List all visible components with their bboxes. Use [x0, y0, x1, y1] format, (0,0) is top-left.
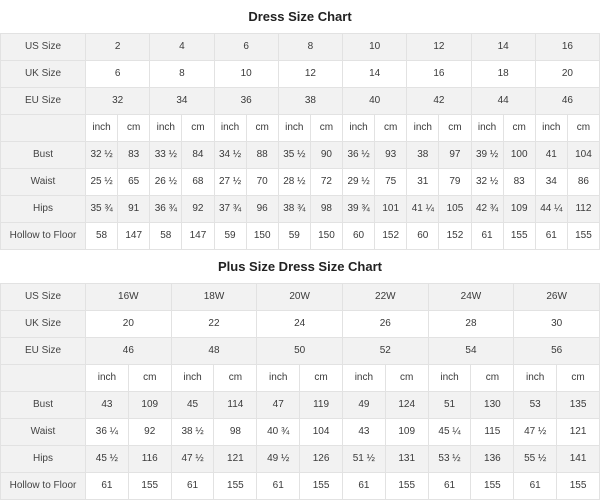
row-label: Bust: [1, 392, 86, 419]
table-cell: 34: [150, 88, 214, 115]
row-label: US Size: [1, 284, 86, 311]
table-cell: cm: [471, 365, 514, 392]
table-cell: 105: [439, 196, 471, 223]
table-cell: 36 ¾: [150, 196, 182, 223]
table-cell: inch: [535, 115, 567, 142]
table-cell: 52: [342, 338, 428, 365]
table-cell: inch: [514, 365, 557, 392]
table-cell: 50: [257, 338, 343, 365]
table-cell: 45 ½: [86, 446, 129, 473]
table-cell: 155: [567, 223, 599, 250]
table-cell: 22: [171, 311, 257, 338]
table-row: [1, 311, 600, 338]
table-cell: 150: [246, 223, 278, 250]
table-row: [1, 61, 600, 88]
table-cell: inch: [171, 365, 214, 392]
table-cell: 68: [182, 169, 214, 196]
table-cell: 36 ½: [343, 142, 375, 169]
table-cell: 28: [428, 311, 514, 338]
table-cell: 25 ½: [86, 169, 118, 196]
table-cell: 43: [86, 392, 129, 419]
table-cell: inch: [214, 115, 246, 142]
table-cell: 91: [118, 196, 150, 223]
table-cell: 28 ½: [278, 169, 310, 196]
table-cell: 26W: [514, 284, 600, 311]
table-cell: 97: [439, 142, 471, 169]
table-cell: 150: [310, 223, 342, 250]
table-cell: 48: [171, 338, 257, 365]
table-cell: 8: [278, 34, 342, 61]
table-cell: 61: [86, 473, 129, 500]
table-row: [1, 473, 600, 500]
table-cell: 24: [257, 311, 343, 338]
table-cell: 155: [503, 223, 535, 250]
table-cell: cm: [214, 365, 257, 392]
table-cell: 44: [471, 88, 535, 115]
dress-size-chart-table: [0, 33, 600, 250]
table-cell: 53: [514, 392, 557, 419]
table-cell: cm: [439, 115, 471, 142]
table-cell: 47 ½: [171, 446, 214, 473]
table-cell: 75: [375, 169, 407, 196]
table-cell: inch: [407, 115, 439, 142]
table-cell: 55 ½: [514, 446, 557, 473]
table-cell: 18W: [171, 284, 257, 311]
table-cell: 86: [567, 169, 599, 196]
table-cell: 54: [428, 338, 514, 365]
table-cell: 16: [535, 34, 599, 61]
table-cell: 93: [375, 142, 407, 169]
table-cell: 27 ½: [214, 169, 246, 196]
table-cell: 124: [385, 392, 428, 419]
table-cell: 20W: [257, 284, 343, 311]
table-cell: cm: [128, 365, 171, 392]
table-cell: 36 ¼: [86, 419, 129, 446]
table-row: [1, 196, 600, 223]
table-cell: 79: [439, 169, 471, 196]
table-cell: 58: [86, 223, 118, 250]
table-cell: 8: [150, 61, 214, 88]
table-cell: cm: [310, 115, 342, 142]
table-cell: 155: [214, 473, 257, 500]
table-cell: 49 ½: [257, 446, 300, 473]
table-cell: 101: [375, 196, 407, 223]
table-cell: 32 ½: [86, 142, 118, 169]
table-cell: 92: [128, 419, 171, 446]
table-cell: 39 ¾: [343, 196, 375, 223]
table-cell: 20: [535, 61, 599, 88]
table-cell: 121: [557, 419, 600, 446]
table-cell: 109: [503, 196, 535, 223]
table-row: [1, 446, 600, 473]
table-cell: 47: [257, 392, 300, 419]
table-cell: 35 ½: [278, 142, 310, 169]
table-row: [1, 115, 600, 142]
row-label: Hollow to Floor: [1, 473, 86, 500]
plus-size-dress-chart-table: [0, 283, 600, 500]
table-cell: inch: [257, 365, 300, 392]
table-cell: 155: [128, 473, 171, 500]
table-cell: 104: [300, 419, 343, 446]
table-cell: 58: [150, 223, 182, 250]
table-cell: 12: [278, 61, 342, 88]
row-label: Hips: [1, 196, 86, 223]
table-cell: 16W: [86, 284, 172, 311]
table-row: [1, 142, 600, 169]
table-cell: inch: [471, 115, 503, 142]
table-cell: 26: [342, 311, 428, 338]
table-cell: 38 ¾: [278, 196, 310, 223]
table-cell: cm: [567, 115, 599, 142]
table-cell: 61: [342, 473, 385, 500]
table-cell: 6: [214, 34, 278, 61]
table-cell: 18: [471, 61, 535, 88]
table-cell: 51: [428, 392, 471, 419]
table-cell: cm: [246, 115, 278, 142]
table-cell: 112: [567, 196, 599, 223]
table-cell: 92: [182, 196, 214, 223]
table-cell: inch: [278, 115, 310, 142]
table-cell: 109: [385, 419, 428, 446]
plus-size-dress-chart-title: Plus Size Dress Size Chart: [0, 250, 600, 283]
table-cell: cm: [118, 115, 150, 142]
table-cell: 29 ½: [343, 169, 375, 196]
row-label: Hips: [1, 446, 86, 473]
row-label: EU Size: [1, 338, 86, 365]
row-label: US Size: [1, 34, 86, 61]
plus-size-dress-chart-body: [1, 284, 600, 500]
table-cell: 56: [514, 338, 600, 365]
table-cell: 2: [86, 34, 150, 61]
table-row: [1, 392, 600, 419]
table-cell: cm: [385, 365, 428, 392]
table-cell: 90: [310, 142, 342, 169]
row-label: Waist: [1, 169, 86, 196]
table-row: [1, 284, 600, 311]
table-cell: inch: [428, 365, 471, 392]
table-cell: 12: [407, 34, 471, 61]
table-cell: 104: [567, 142, 599, 169]
table-cell: 38: [278, 88, 342, 115]
table-cell: 4: [150, 34, 214, 61]
dress-size-chart-body: [1, 34, 600, 250]
dress-size-chart-title: Dress Size Chart: [0, 0, 600, 33]
table-cell: 135: [557, 392, 600, 419]
table-cell: cm: [503, 115, 535, 142]
table-row: [1, 338, 600, 365]
table-cell: 130: [471, 392, 514, 419]
table-cell: 116: [128, 446, 171, 473]
table-cell: 100: [503, 142, 535, 169]
table-cell: 141: [557, 446, 600, 473]
table-cell: 61: [514, 473, 557, 500]
table-cell: 83: [503, 169, 535, 196]
row-label: [1, 115, 86, 142]
table-cell: 32 ½: [471, 169, 503, 196]
table-cell: 121: [214, 446, 257, 473]
table-cell: 39 ½: [471, 142, 503, 169]
table-cell: 40: [343, 88, 407, 115]
table-cell: 131: [385, 446, 428, 473]
table-cell: 60: [407, 223, 439, 250]
table-cell: 84: [182, 142, 214, 169]
table-cell: 41 ¼: [407, 196, 439, 223]
table-cell: 61: [257, 473, 300, 500]
table-cell: 109: [128, 392, 171, 419]
table-cell: 35 ¾: [86, 196, 118, 223]
table-cell: 46: [86, 338, 172, 365]
table-cell: 114: [214, 392, 257, 419]
table-cell: 33 ½: [150, 142, 182, 169]
table-cell: inch: [150, 115, 182, 142]
table-row: [1, 169, 600, 196]
table-cell: 98: [214, 419, 257, 446]
table-cell: 10: [343, 34, 407, 61]
table-cell: cm: [557, 365, 600, 392]
row-label: UK Size: [1, 311, 86, 338]
table-cell: 32: [86, 88, 150, 115]
table-cell: 6: [86, 61, 150, 88]
table-row: [1, 419, 600, 446]
table-cell: 98: [310, 196, 342, 223]
table-cell: 60: [343, 223, 375, 250]
table-cell: 126: [300, 446, 343, 473]
table-cell: 147: [182, 223, 214, 250]
table-cell: cm: [375, 115, 407, 142]
table-cell: 16: [407, 61, 471, 88]
table-cell: 152: [375, 223, 407, 250]
table-cell: 44 ¼: [535, 196, 567, 223]
table-cell: 115: [471, 419, 514, 446]
table-cell: 45: [171, 392, 214, 419]
table-cell: 61: [428, 473, 471, 500]
row-label: Hollow to Floor: [1, 223, 86, 250]
table-cell: 49: [342, 392, 385, 419]
table-cell: 61: [535, 223, 567, 250]
table-cell: 22W: [342, 284, 428, 311]
row-label: EU Size: [1, 88, 86, 115]
table-cell: 20: [86, 311, 172, 338]
table-cell: 147: [118, 223, 150, 250]
table-cell: inch: [86, 115, 118, 142]
table-cell: 34: [535, 169, 567, 196]
table-cell: 96: [246, 196, 278, 223]
table-row: [1, 34, 600, 61]
table-cell: 14: [471, 34, 535, 61]
table-cell: 30: [514, 311, 600, 338]
row-label: Bust: [1, 142, 86, 169]
table-cell: 31: [407, 169, 439, 196]
table-row: [1, 223, 600, 250]
row-label: [1, 365, 86, 392]
table-cell: cm: [182, 115, 214, 142]
table-cell: inch: [86, 365, 129, 392]
table-cell: 136: [471, 446, 514, 473]
table-cell: 51 ½: [342, 446, 385, 473]
table-cell: 38: [407, 142, 439, 169]
table-cell: 41: [535, 142, 567, 169]
table-row: [1, 88, 600, 115]
table-cell: 36: [214, 88, 278, 115]
table-cell: inch: [343, 115, 375, 142]
table-cell: 14: [343, 61, 407, 88]
table-cell: 37 ¾: [214, 196, 246, 223]
table-cell: 70: [246, 169, 278, 196]
table-cell: 59: [214, 223, 246, 250]
table-cell: 83: [118, 142, 150, 169]
table-cell: cm: [300, 365, 343, 392]
table-cell: 40 ¾: [257, 419, 300, 446]
plus-size-dress-chart-block: [0, 250, 600, 500]
table-cell: 46: [535, 88, 599, 115]
table-cell: 59: [278, 223, 310, 250]
table-cell: 26 ½: [150, 169, 182, 196]
table-cell: 42 ¾: [471, 196, 503, 223]
row-label: UK Size: [1, 61, 86, 88]
table-cell: 65: [118, 169, 150, 196]
table-cell: 119: [300, 392, 343, 419]
table-cell: 53 ½: [428, 446, 471, 473]
table-cell: 10: [214, 61, 278, 88]
table-row: [1, 365, 600, 392]
table-cell: 72: [310, 169, 342, 196]
table-cell: 45 ¼: [428, 419, 471, 446]
table-cell: 42: [407, 88, 471, 115]
table-cell: 155: [557, 473, 600, 500]
table-cell: 24W: [428, 284, 514, 311]
table-cell: 155: [300, 473, 343, 500]
table-cell: 34 ½: [214, 142, 246, 169]
table-cell: inch: [342, 365, 385, 392]
table-cell: 61: [171, 473, 214, 500]
table-cell: 88: [246, 142, 278, 169]
table-cell: 47 ½: [514, 419, 557, 446]
table-cell: 38 ½: [171, 419, 214, 446]
table-cell: 152: [439, 223, 471, 250]
table-cell: 155: [471, 473, 514, 500]
table-cell: 155: [385, 473, 428, 500]
row-label: Waist: [1, 419, 86, 446]
table-cell: 43: [342, 419, 385, 446]
table-cell: 61: [471, 223, 503, 250]
